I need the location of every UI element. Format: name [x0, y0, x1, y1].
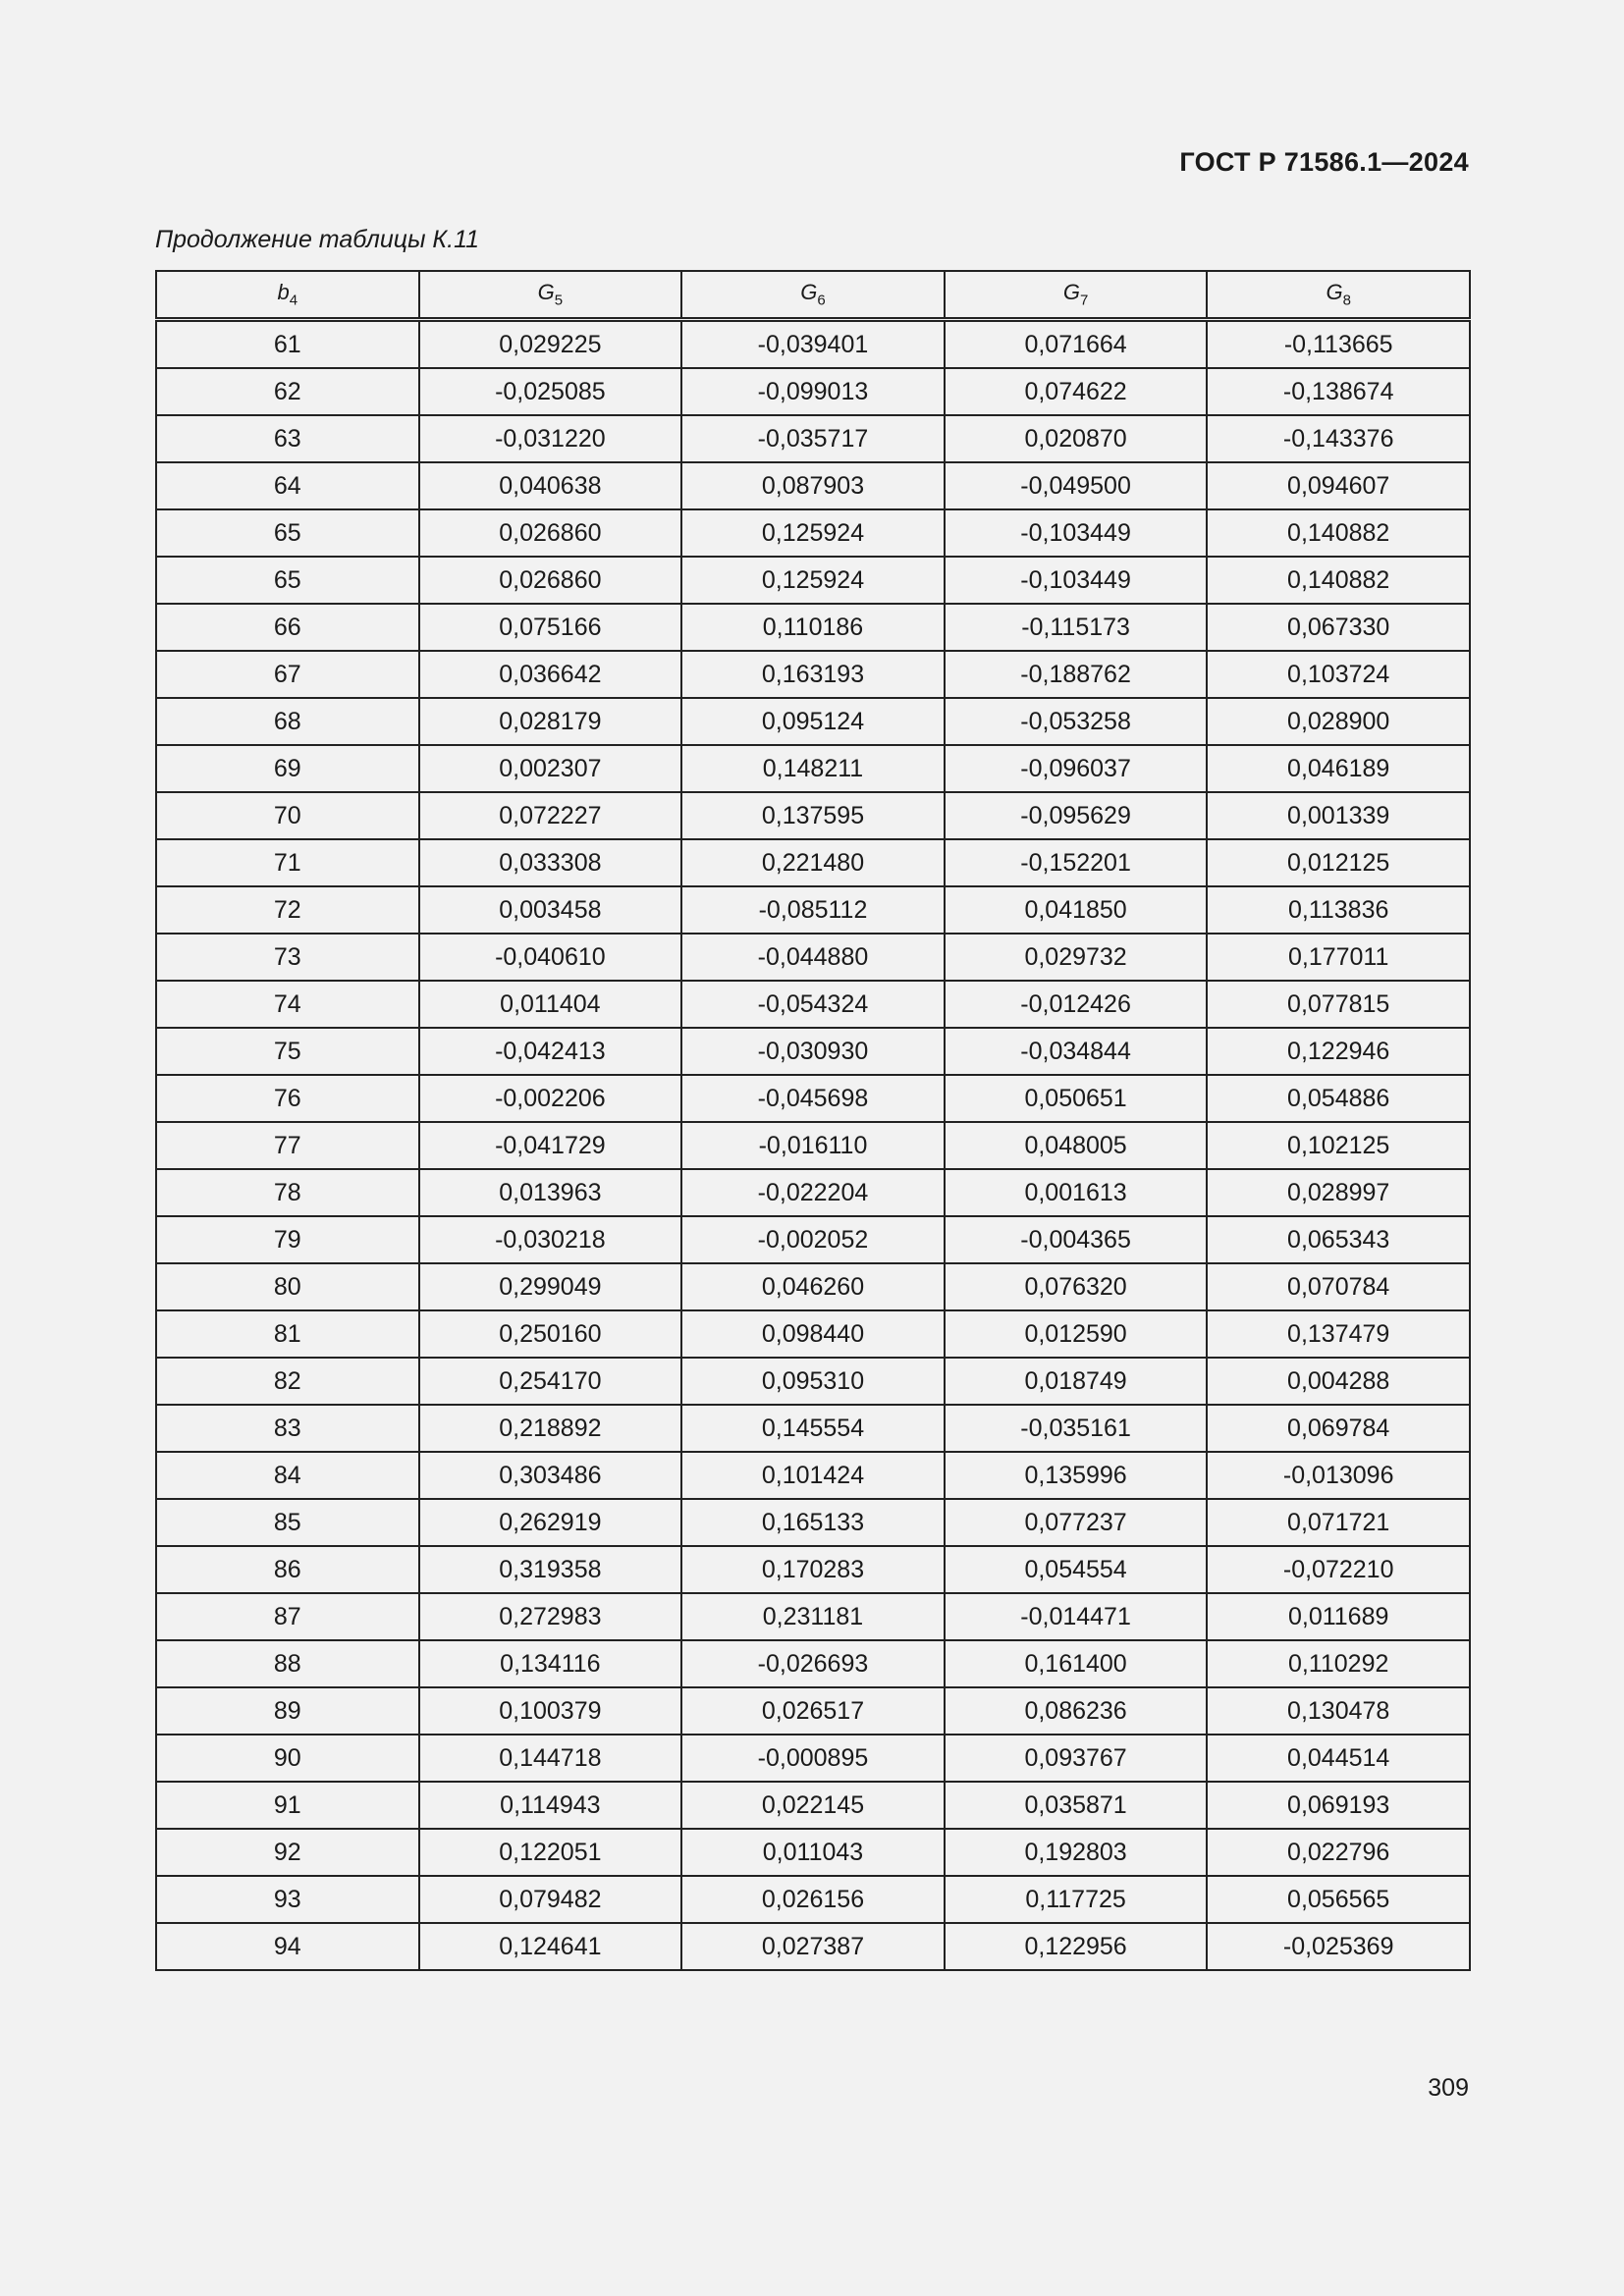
table-cell: 0,041850	[945, 886, 1208, 934]
table-row	[156, 415, 1470, 462]
table-body	[156, 320, 1470, 1971]
table-cell: -0,022204	[681, 1169, 945, 1216]
table-cell: 0,163193	[681, 651, 945, 698]
column-header-g8: $G_8$	[1207, 271, 1470, 320]
table-cell: -0,103449	[945, 509, 1208, 557]
table-row	[156, 981, 1470, 1028]
table-cell: 0,093767	[945, 1735, 1208, 1782]
table-cell: -0,035161	[945, 1405, 1208, 1452]
table-cell: 0,101424	[681, 1452, 945, 1499]
table-cell: 0,122956	[945, 1923, 1208, 1970]
table-cell: -0,138674	[1207, 368, 1470, 415]
table-cell: 0,177011	[1207, 934, 1470, 981]
table-cell: -0,113665	[1207, 320, 1470, 369]
table-cell: 0,002307	[419, 745, 682, 792]
table-cell: 0,026860	[419, 557, 682, 604]
table-cell: -0,143376	[1207, 415, 1470, 462]
table-cell: 0,048005	[945, 1122, 1208, 1169]
table-cell: 0,071664	[945, 320, 1208, 369]
table-cell: 87	[156, 1593, 419, 1640]
table-cell: 0,044514	[1207, 1735, 1470, 1782]
table-cell: 0,040638	[419, 462, 682, 509]
table-cell: 0,254170	[419, 1358, 682, 1405]
table-cell: 67	[156, 651, 419, 698]
table-cell: 0,140882	[1207, 509, 1470, 557]
table-cell: 0,056565	[1207, 1876, 1470, 1923]
table-cell: -0,002052	[681, 1216, 945, 1263]
table-cell: 75	[156, 1028, 419, 1075]
table-row	[156, 698, 1470, 745]
document-code: ГОСТ Р 71586.1—2024	[1179, 147, 1469, 177]
column-header-g7: $G_7$	[945, 271, 1208, 320]
table-cell: 0,035871	[945, 1782, 1208, 1829]
table-header-row	[156, 271, 1470, 320]
table-cell: 61	[156, 320, 419, 369]
table-cell: 0,033308	[419, 839, 682, 886]
table-cell: 0,076320	[945, 1263, 1208, 1310]
table-cell: 68	[156, 698, 419, 745]
table-cell: 65	[156, 557, 419, 604]
table-cell: 0,134116	[419, 1640, 682, 1687]
table-cell: 0,094607	[1207, 462, 1470, 509]
table-row	[156, 1735, 1470, 1782]
table-row	[156, 320, 1470, 369]
table-cell: -0,034844	[945, 1028, 1208, 1075]
table-row	[156, 509, 1470, 557]
table-row	[156, 1687, 1470, 1735]
table-row	[156, 1169, 1470, 1216]
table-cell: -0,049500	[945, 462, 1208, 509]
table-cell: 76	[156, 1075, 419, 1122]
table-cell: 0,165133	[681, 1499, 945, 1546]
table-row	[156, 1593, 1470, 1640]
table-cell: -0,188762	[945, 651, 1208, 698]
table-cell: 0,122051	[419, 1829, 682, 1876]
table-cell: 74	[156, 981, 419, 1028]
table-cell: 0,011043	[681, 1829, 945, 1876]
table-row	[156, 1358, 1470, 1405]
table-cell: 0,117725	[945, 1876, 1208, 1923]
table-cell: 0,022145	[681, 1782, 945, 1829]
table-row	[156, 1782, 1470, 1829]
table-cell: 69	[156, 745, 419, 792]
table-cell: 0,125924	[681, 509, 945, 557]
table-row	[156, 462, 1470, 509]
table-cell: -0,014471	[945, 1593, 1208, 1640]
table-cell: -0,041729	[419, 1122, 682, 1169]
table-cell: 80	[156, 1263, 419, 1310]
table-cell: 62	[156, 368, 419, 415]
table-cell: 0,026156	[681, 1876, 945, 1923]
table-cell: 0,036642	[419, 651, 682, 698]
table-cell: 0,004288	[1207, 1358, 1470, 1405]
table-row	[156, 745, 1470, 792]
table-cell: 0,100379	[419, 1687, 682, 1735]
table-cell: 0,192803	[945, 1829, 1208, 1876]
table-cell: 91	[156, 1782, 419, 1829]
table-cell: 81	[156, 1310, 419, 1358]
table-cell: 64	[156, 462, 419, 509]
table-cell: 83	[156, 1405, 419, 1452]
table-cell: 0,071721	[1207, 1499, 1470, 1546]
table-cell: 0,272983	[419, 1593, 682, 1640]
table-row	[156, 1075, 1470, 1122]
table-cell: 0,114943	[419, 1782, 682, 1829]
table-cell: 0,135996	[945, 1452, 1208, 1499]
table-row	[156, 839, 1470, 886]
table-cell: 0,027387	[681, 1923, 945, 1970]
table-cell: 0,011404	[419, 981, 682, 1028]
table-cell: -0,096037	[945, 745, 1208, 792]
table-cell: 0,018749	[945, 1358, 1208, 1405]
table-cell: 70	[156, 792, 419, 839]
table-cell: 0,161400	[945, 1640, 1208, 1687]
table-cell: 0,072227	[419, 792, 682, 839]
table-cell: 0,013963	[419, 1169, 682, 1216]
table-cell: 73	[156, 934, 419, 981]
table-cell: 0,103724	[1207, 651, 1470, 698]
table-cell: 0,026860	[419, 509, 682, 557]
table-cell: 63	[156, 415, 419, 462]
table-cell: 86	[156, 1546, 419, 1593]
table-cell: 0,028179	[419, 698, 682, 745]
table-cell: -0,016110	[681, 1122, 945, 1169]
table-cell: 0,046260	[681, 1263, 945, 1310]
table-row	[156, 886, 1470, 934]
table-cell: 92	[156, 1829, 419, 1876]
table-row	[156, 1640, 1470, 1687]
table-cell: 0,050651	[945, 1075, 1208, 1122]
table-row	[156, 1829, 1470, 1876]
table-cell: 0,070784	[1207, 1263, 1470, 1310]
table-cell: 0,077815	[1207, 981, 1470, 1028]
table-cell: 0,075166	[419, 604, 682, 651]
table-cell: -0,044880	[681, 934, 945, 981]
table-cell: 0,144718	[419, 1735, 682, 1782]
table-cell: 0,020870	[945, 415, 1208, 462]
table-cell: 78	[156, 1169, 419, 1216]
table-cell: 0,110292	[1207, 1640, 1470, 1687]
table-cell: 0,122946	[1207, 1028, 1470, 1075]
table-cell: 0,095310	[681, 1358, 945, 1405]
table-cell: 0,069193	[1207, 1782, 1470, 1829]
table-row	[156, 1546, 1470, 1593]
column-header-g5: $G_5$	[419, 271, 682, 320]
table-cell: 72	[156, 886, 419, 934]
table-cell: 0,054554	[945, 1546, 1208, 1593]
table-cell: 0,231181	[681, 1593, 945, 1640]
data-table	[155, 270, 1471, 1971]
table-cell: 0,086236	[945, 1687, 1208, 1735]
table-cell: 0,102125	[1207, 1122, 1470, 1169]
table-cell: 84	[156, 1452, 419, 1499]
table-cell: -0,115173	[945, 604, 1208, 651]
table-row	[156, 604, 1470, 651]
table-row	[156, 1405, 1470, 1452]
table-cell: 0,028997	[1207, 1169, 1470, 1216]
table-cell: 0,067330	[1207, 604, 1470, 651]
table-cell: -0,042413	[419, 1028, 682, 1075]
table-cell: 0,137595	[681, 792, 945, 839]
table-cell: 0,113836	[1207, 886, 1470, 934]
table-cell: 0,054886	[1207, 1075, 1470, 1122]
table-row	[156, 1122, 1470, 1169]
table-cell: 0,124641	[419, 1923, 682, 1970]
table-caption: Продолжение таблицы К.11	[155, 226, 480, 253]
column-header-g6: $G_6$	[681, 271, 945, 320]
table-cell: 0,011689	[1207, 1593, 1470, 1640]
table-cell: 0,218892	[419, 1405, 682, 1452]
table-cell: -0,152201	[945, 839, 1208, 886]
table-cell: -0,040610	[419, 934, 682, 981]
table-cell: 0,001339	[1207, 792, 1470, 839]
table-cell: 71	[156, 839, 419, 886]
table-cell: -0,025085	[419, 368, 682, 415]
table-cell: 0,028900	[1207, 698, 1470, 745]
table-cell: -0,072210	[1207, 1546, 1470, 1593]
table-cell: 0,001613	[945, 1169, 1208, 1216]
table-cell: 0,140882	[1207, 557, 1470, 604]
table-cell: 90	[156, 1735, 419, 1782]
table-row	[156, 1876, 1470, 1923]
table-cell: 0,026517	[681, 1687, 945, 1735]
table-cell: 0,022796	[1207, 1829, 1470, 1876]
table-cell: -0,053258	[945, 698, 1208, 745]
table-cell: -0,004365	[945, 1216, 1208, 1263]
table-row	[156, 1028, 1470, 1075]
table-cell: -0,030218	[419, 1216, 682, 1263]
table-cell: 0,065343	[1207, 1216, 1470, 1263]
table-cell: -0,031220	[419, 415, 682, 462]
table-cell: 93	[156, 1876, 419, 1923]
table-row	[156, 557, 1470, 604]
table-cell: 0,170283	[681, 1546, 945, 1593]
table-cell: -0,054324	[681, 981, 945, 1028]
table-cell: 0,145554	[681, 1405, 945, 1452]
table-cell: 0,299049	[419, 1263, 682, 1310]
table-cell: -0,013096	[1207, 1452, 1470, 1499]
table-cell: -0,026693	[681, 1640, 945, 1687]
table-cell: -0,002206	[419, 1075, 682, 1122]
table-cell: 66	[156, 604, 419, 651]
table-cell: -0,085112	[681, 886, 945, 934]
table-cell: 0,148211	[681, 745, 945, 792]
table-cell: 0,110186	[681, 604, 945, 651]
table-row	[156, 368, 1470, 415]
table-cell: 0,130478	[1207, 1687, 1470, 1735]
table-cell: 0,319358	[419, 1546, 682, 1593]
table-cell: 85	[156, 1499, 419, 1546]
table-row	[156, 934, 1470, 981]
table-row	[156, 792, 1470, 839]
table-cell: -0,103449	[945, 557, 1208, 604]
table-row	[156, 1263, 1470, 1310]
table-cell: 0,074622	[945, 368, 1208, 415]
table-cell: 0,098440	[681, 1310, 945, 1358]
table-row	[156, 651, 1470, 698]
page-number: 309	[1428, 2074, 1469, 2102]
table-cell: 0,125924	[681, 557, 945, 604]
table-cell: 0,303486	[419, 1452, 682, 1499]
table-cell: 0,087903	[681, 462, 945, 509]
table-cell: 0,079482	[419, 1876, 682, 1923]
table-cell: 88	[156, 1640, 419, 1687]
table-cell: -0,012426	[945, 981, 1208, 1028]
table-cell: 0,221480	[681, 839, 945, 886]
table-cell: 65	[156, 509, 419, 557]
table-cell: -0,095629	[945, 792, 1208, 839]
column-header-b4: $b_4$	[156, 271, 419, 320]
table-cell: 0,069784	[1207, 1405, 1470, 1452]
table-cell: 77	[156, 1122, 419, 1169]
table-cell: 0,012125	[1207, 839, 1470, 886]
table-cell: 0,003458	[419, 886, 682, 934]
table-cell: -0,000895	[681, 1735, 945, 1782]
table-cell: 0,095124	[681, 698, 945, 745]
table-cell: 0,029732	[945, 934, 1208, 981]
table-row	[156, 1452, 1470, 1499]
table-cell: 79	[156, 1216, 419, 1263]
table-cell: 0,137479	[1207, 1310, 1470, 1358]
table-cell: -0,030930	[681, 1028, 945, 1075]
table-cell: 82	[156, 1358, 419, 1405]
table-row	[156, 1310, 1470, 1358]
table-cell: 0,012590	[945, 1310, 1208, 1358]
table-row	[156, 1499, 1470, 1546]
table-cell: -0,099013	[681, 368, 945, 415]
table-cell: -0,039401	[681, 320, 945, 369]
table-row	[156, 1216, 1470, 1263]
table-cell: -0,025369	[1207, 1923, 1470, 1970]
table-cell: 0,077237	[945, 1499, 1208, 1546]
table-cell: 0,262919	[419, 1499, 682, 1546]
table-row	[156, 1923, 1470, 1970]
table-cell: 0,029225	[419, 320, 682, 369]
table-cell: 89	[156, 1687, 419, 1735]
table-cell: -0,045698	[681, 1075, 945, 1122]
table-cell: 0,250160	[419, 1310, 682, 1358]
table-cell: 94	[156, 1923, 419, 1970]
table-cell: -0,035717	[681, 415, 945, 462]
table-cell: 0,046189	[1207, 745, 1470, 792]
